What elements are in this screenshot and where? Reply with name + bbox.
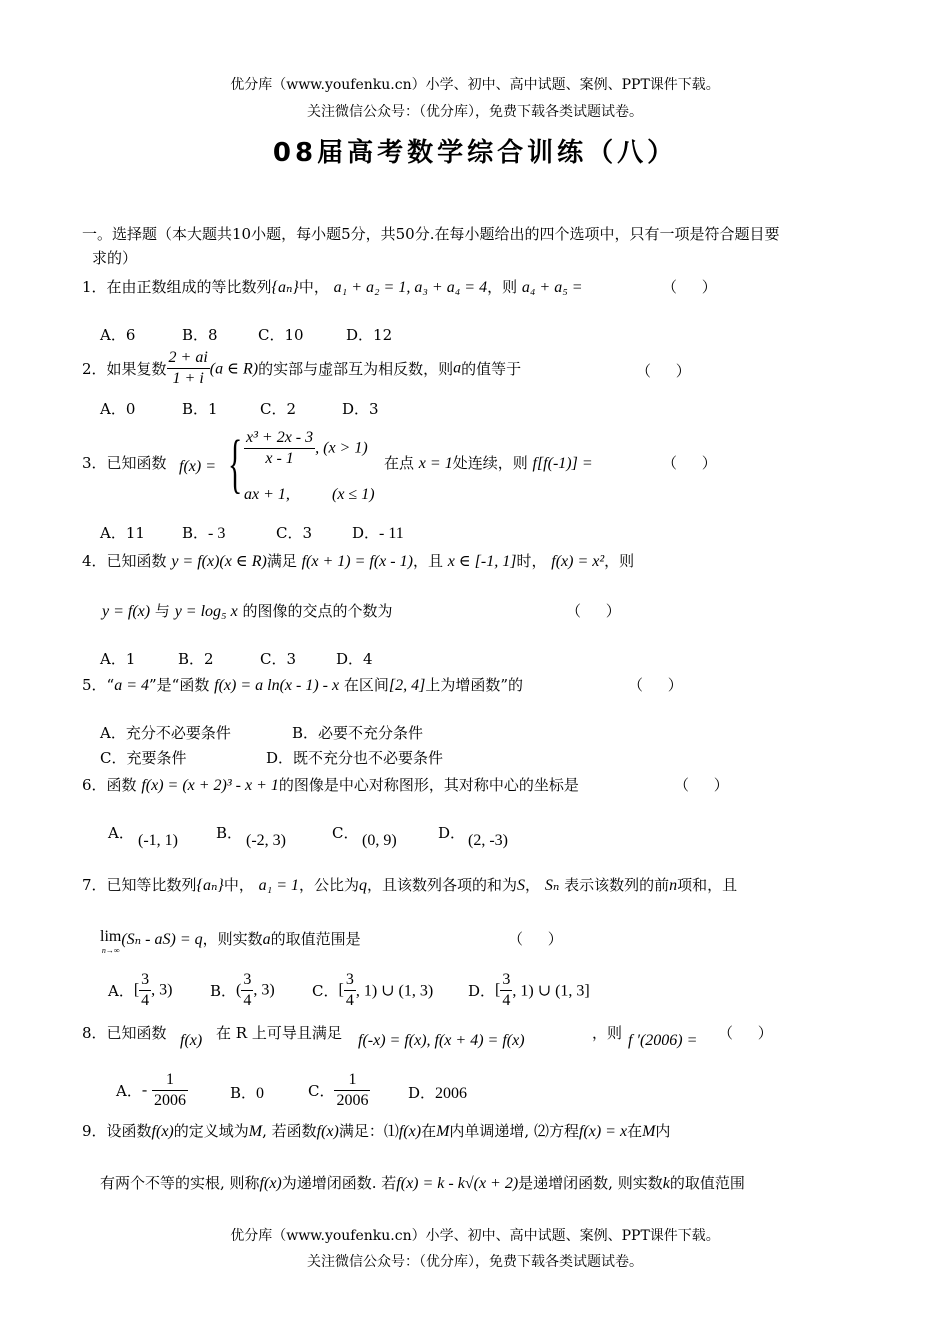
q7-option-d-num: 3 bbox=[500, 970, 512, 991]
q4-f4: f(x) = x² bbox=[551, 553, 605, 570]
q8-option-a-num: 1 bbox=[152, 1070, 188, 1091]
q6-option-a-value: (-1, 1) bbox=[138, 832, 178, 849]
question-1 bbox=[82, 276, 583, 297]
q2-option-a: A．0 bbox=[100, 400, 136, 418]
q4-f6: y = log₅ x bbox=[174, 603, 238, 620]
q3-text-1: 3．已知函数 bbox=[82, 454, 167, 472]
q8-option-b-label: B． bbox=[230, 1084, 257, 1102]
q9-text-2: 的定义域为 bbox=[173, 1122, 249, 1140]
q1-option-d: D．12 bbox=[346, 326, 393, 344]
q8-f2: f(-x) = f(x), f(x + 4) = f(x) bbox=[358, 1032, 525, 1049]
q7-lim-sub: n→∞ bbox=[101, 946, 120, 955]
q4-text-7: 的图像的交点的个数为 bbox=[242, 602, 393, 620]
q7-option-a-den: 4 bbox=[141, 992, 150, 1009]
question-2 bbox=[82, 348, 521, 389]
q7-option-b-pre: ( bbox=[236, 981, 242, 999]
q7-option-c bbox=[312, 970, 433, 1011]
q7-option-d-post: , 1) ∪ (1, 3] bbox=[512, 982, 590, 1000]
q2-option-d: D．3 bbox=[342, 400, 379, 418]
q7-text-1: 7．已知等比数列 bbox=[82, 876, 197, 894]
q7-text-8: ，则实数 bbox=[202, 930, 263, 948]
q4-f5: y = f(x) bbox=[102, 603, 151, 620]
q1-condition: a₁ + a₂ = 1, a₃ + a₄ = 4 bbox=[333, 279, 488, 296]
q7-text-2: 中， bbox=[223, 876, 254, 894]
q2-numerator: 2 + ai bbox=[167, 348, 210, 369]
q3-point: x = 1 bbox=[418, 455, 453, 472]
q9-text-6: 内单调递增, ⑵方程 bbox=[449, 1122, 579, 1140]
q8-answer-paren: （ ） bbox=[718, 1024, 783, 1042]
question-4-line-2 bbox=[102, 600, 393, 621]
q8-option-c-label: C． bbox=[308, 1082, 335, 1100]
q6-option-d-value: (2, -3) bbox=[468, 832, 508, 849]
q7-option-c-num: 3 bbox=[344, 970, 356, 991]
q5-text-3: 在区间 bbox=[343, 676, 389, 694]
q8-option-b-value: 0 bbox=[256, 1085, 265, 1102]
q7-sequence: {aₙ} bbox=[196, 877, 224, 894]
q9-k: k bbox=[662, 1175, 670, 1192]
q5-text-2: ”是“函数 bbox=[149, 676, 210, 694]
q8-option-b bbox=[230, 1082, 264, 1103]
q8-text-2: 在 R 上可导且满足 bbox=[216, 1024, 342, 1042]
q3-case1-numerator: x³ + 2x - 3 bbox=[244, 428, 315, 449]
q4-f2: f(x + 1) = f(x - 1) bbox=[301, 553, 413, 570]
q8-option-a bbox=[116, 1070, 188, 1111]
q7-option-a bbox=[108, 970, 173, 1011]
q5-option-b: B．必要不充分条件 bbox=[292, 724, 424, 742]
q3-option-b-value: - 3 bbox=[208, 525, 226, 542]
footer-line-1: 优分库（www.youfenku.cn）小学、初中、高中试题、案例、PPT课件下载。 bbox=[230, 1228, 720, 1244]
q7-option-a-label: A． bbox=[108, 982, 134, 1000]
q7-option-d-label: D． bbox=[468, 982, 496, 1000]
q9-text-10: 为递增闭函数. 若 bbox=[281, 1174, 397, 1192]
q9-m2: M bbox=[436, 1123, 450, 1140]
q8-option-c bbox=[308, 1070, 370, 1111]
q7-option-c-pre: [ bbox=[338, 981, 344, 999]
q1-option-a: A．6 bbox=[100, 326, 136, 344]
q5-option-c: C．充要条件 bbox=[100, 749, 187, 767]
q7-text-6: 表示该数列的前 bbox=[564, 876, 670, 894]
q9-f5: f(x) bbox=[259, 1175, 282, 1192]
q7-n: n bbox=[669, 877, 678, 894]
q3-text-3: 处连续，则 bbox=[452, 454, 528, 472]
question-7-line-1 bbox=[82, 874, 737, 895]
q1-option-b: B．8 bbox=[182, 326, 218, 344]
q7-option-b bbox=[210, 970, 275, 1011]
header-line-2: 关注微信公众号：（优分库），免费下载各类试题试卷。 bbox=[307, 104, 643, 120]
header-line-1: 优分库（www.youfenku.cn）小学、初中、高中试题、案例、PPT课件下载。 bbox=[230, 77, 720, 93]
q5-option-d: D．既不充分也不必要条件 bbox=[266, 749, 444, 767]
q5-text-4: 上为增函数”的 bbox=[425, 676, 524, 694]
q8-option-c-num: 1 bbox=[334, 1070, 370, 1091]
q3-brace: { bbox=[228, 427, 243, 500]
q7-option-d bbox=[468, 970, 590, 1011]
q7-text-4: ，且该数列各项的和为 bbox=[367, 876, 518, 894]
q9-text-11: 是递增闭函数, 则实数 bbox=[518, 1174, 663, 1192]
q4-text-5: ，则 bbox=[604, 552, 635, 570]
q7-option-d-fraction bbox=[500, 970, 512, 1011]
q6-option-a-label: A． bbox=[108, 824, 134, 842]
q7-f1: a₁ = 1 bbox=[258, 877, 299, 894]
question-9-line-1 bbox=[82, 1120, 670, 1141]
q1-option-c: C．10 bbox=[258, 326, 304, 344]
q8-option-a-sign: - bbox=[141, 1081, 148, 1099]
q4-option-d: D．4 bbox=[336, 650, 373, 668]
q7-option-a-fraction bbox=[139, 970, 151, 1011]
q7-option-c-fraction bbox=[344, 970, 356, 1011]
q2-option-c: C．2 bbox=[260, 400, 297, 418]
section-heading-line-1: 一。选择题（本大题共10小题，每小题5分，共50分.在每小题给出的四个选项中，只有一项是符合题目要 bbox=[82, 225, 780, 243]
q7-sn: Sₙ bbox=[544, 877, 560, 894]
q9-text-3: , 若函数 bbox=[262, 1122, 317, 1140]
q3-option-b bbox=[182, 522, 225, 543]
q9-f2: f(x) bbox=[316, 1123, 339, 1140]
q9-f4: f(x) = x bbox=[578, 1123, 628, 1140]
q8-option-a-fraction bbox=[152, 1070, 188, 1111]
q3-case1-condition: , (x > 1) bbox=[315, 439, 368, 457]
q7-option-c-label: C． bbox=[312, 982, 339, 1000]
question-7-line-2 bbox=[100, 928, 361, 956]
q5-f2: f(x) = a ln(x - 1) - x bbox=[214, 677, 340, 694]
q9-text-8: 内 bbox=[655, 1122, 671, 1140]
q4-text-3: ，且 bbox=[412, 552, 443, 570]
q2-answer-paren: （ ） bbox=[636, 362, 701, 380]
question-5 bbox=[82, 674, 523, 695]
q9-text-4: 满足：⑴ bbox=[338, 1122, 399, 1140]
q9-text-1: 9．设函数 bbox=[82, 1122, 152, 1140]
q9-text-12: 的取值范围 bbox=[669, 1174, 745, 1192]
q8-text-3: ，则 bbox=[592, 1024, 623, 1042]
q8-option-c-den: 2006 bbox=[336, 1092, 369, 1109]
q1-answer-paren: （ ） bbox=[662, 278, 727, 296]
q1-text-1: 1．在由正数组成的等比数列 bbox=[82, 278, 272, 296]
q2-text-2: 的实部与虚部互为相反数，则 bbox=[258, 360, 454, 378]
q8-f3: f ′(2006) = bbox=[628, 1032, 698, 1049]
q7-option-b-num: 3 bbox=[241, 970, 253, 991]
q3-answer-paren: （ ） bbox=[662, 454, 727, 472]
q9-m3: M bbox=[642, 1123, 656, 1140]
q6-option-c-label: C． bbox=[332, 824, 359, 842]
q7-option-b-fraction bbox=[241, 970, 253, 1011]
q3-case1-denominator: x - 1 bbox=[265, 450, 294, 467]
q3-option-a: A．11 bbox=[100, 524, 145, 542]
q5-answer-paren: （ ） bbox=[628, 676, 693, 694]
q7-text-5: ， bbox=[525, 876, 541, 894]
q5-f3: [2, 4] bbox=[388, 677, 426, 694]
q7-option-a-post: , 3) bbox=[151, 981, 173, 999]
q4-answer-paren: （ ） bbox=[566, 602, 631, 620]
q5-text-1: 5．“ bbox=[82, 676, 115, 694]
q7-option-c-post: , 1) ∪ (1, 3) bbox=[355, 982, 434, 1000]
q7-text-3: ，公比为 bbox=[298, 876, 359, 894]
q7-text-7: 项和，且 bbox=[677, 876, 738, 894]
q1-text-2: 中， bbox=[298, 278, 329, 296]
q4-option-c: C．3 bbox=[260, 650, 297, 668]
q9-m1: M bbox=[248, 1123, 263, 1140]
q2-text-1: 2．如果复数 bbox=[82, 360, 167, 378]
q6-f1: f(x) = (x + 2)³ - x + 1 bbox=[141, 777, 279, 794]
q8-f1: f(x) bbox=[180, 1032, 203, 1049]
q2-fraction bbox=[167, 348, 210, 389]
q5-option-a: A．充分不必要条件 bbox=[100, 724, 231, 742]
q6-text-1: 6．函数 bbox=[82, 776, 137, 794]
q3-option-b-label: B． bbox=[182, 524, 209, 542]
q7-lim: lim bbox=[100, 928, 122, 945]
q4-text-6: 与 bbox=[154, 602, 170, 620]
q7-option-b-label: B． bbox=[210, 982, 237, 1000]
section-heading-line-2: 求的） bbox=[92, 249, 138, 267]
q7-text-9: 的取值范围是 bbox=[270, 930, 361, 948]
q7-option-b-den: 4 bbox=[243, 992, 252, 1009]
q9-text-5: 在 bbox=[421, 1122, 437, 1140]
q7-option-a-num: 3 bbox=[139, 970, 151, 991]
q3-option-d bbox=[352, 522, 404, 543]
q9-f1: f(x) bbox=[151, 1123, 174, 1140]
q7-answer-paren: （ ） bbox=[508, 930, 573, 948]
q7-option-b-post: , 3) bbox=[253, 981, 275, 999]
q5-f1: a = 4 bbox=[114, 677, 150, 694]
q7-limit-expression: (Sₙ - aS) = q bbox=[121, 931, 203, 948]
q4-text-4: 时， bbox=[516, 552, 547, 570]
question-6 bbox=[82, 774, 579, 795]
q4-option-b: B．2 bbox=[178, 650, 214, 668]
q8-option-d-label: D． bbox=[408, 1084, 436, 1102]
q9-text-9: 有两个不等的实根, 则称 bbox=[100, 1174, 260, 1192]
q7-option-a-pre: [ bbox=[133, 981, 140, 999]
q8-option-d-value: 2006 bbox=[435, 1085, 468, 1102]
q8-option-a-label: A． bbox=[116, 1082, 142, 1100]
q8-option-d bbox=[408, 1082, 467, 1103]
q8-text-1: 8．已知函数 bbox=[82, 1024, 167, 1042]
q8-option-c-fraction bbox=[334, 1070, 370, 1111]
q3-function-label: f(x) = bbox=[179, 458, 216, 475]
q9-f6: f(x) = k - k√(x + 2) bbox=[396, 1175, 519, 1192]
q2-variable: a bbox=[453, 359, 462, 377]
q2-text-3: 的值等于 bbox=[461, 360, 522, 378]
q6-option-c-value: (0, 9) bbox=[362, 832, 397, 849]
q7-option-c-den: 4 bbox=[345, 992, 354, 1009]
q9-text-7: 在 bbox=[627, 1122, 643, 1140]
q3-case1-fraction bbox=[244, 428, 315, 469]
q1-expression: a₄ + a₅ = bbox=[521, 279, 583, 296]
q6-option-b-label: B． bbox=[216, 824, 243, 842]
q4-f1: y = f(x)(x ∈ R) bbox=[171, 553, 267, 570]
q6-option-d-label: D． bbox=[438, 824, 466, 842]
q3-option-d-label: D． bbox=[352, 524, 380, 542]
q7-q: q bbox=[359, 877, 367, 894]
q7-s: S bbox=[517, 877, 526, 894]
q3-option-d-value: - 11 bbox=[379, 525, 404, 542]
q4-option-a: A．1 bbox=[100, 650, 136, 668]
q4-text-2: 满足 bbox=[266, 552, 297, 570]
q7-option-d-den: 4 bbox=[502, 992, 511, 1009]
page-title: 08届高考数学综合训练（八） bbox=[272, 138, 678, 168]
q7-option-d-pre: [ bbox=[495, 981, 501, 999]
q1-text-3: ，则 bbox=[487, 278, 518, 296]
q4-text-1: 4．已知函数 bbox=[82, 552, 167, 570]
question-4-line-1 bbox=[82, 550, 634, 571]
q3-option-c: C．3 bbox=[276, 524, 313, 542]
q6-option-b-value: (-2, 3) bbox=[246, 832, 286, 849]
q3-case1 bbox=[244, 428, 368, 469]
q6-answer-paren: （ ） bbox=[674, 776, 739, 794]
q7-a: a bbox=[262, 931, 271, 948]
q3-expression: f[f(-1)] = bbox=[532, 455, 593, 472]
q2-denominator: 1 + i bbox=[172, 370, 204, 387]
q1-sequence: {aₙ} bbox=[271, 279, 299, 296]
q8-option-a-den: 2006 bbox=[153, 1092, 186, 1109]
q4-f3: x ∈ [-1, 1] bbox=[447, 553, 517, 570]
q2-option-b: B．1 bbox=[182, 400, 218, 418]
q3-text-2-group bbox=[384, 452, 593, 473]
q3-text-2: 在点 bbox=[384, 454, 415, 472]
q9-f3: f(x) bbox=[398, 1123, 422, 1140]
q6-text-2: 的图像是中心对称图形，其对称中心的坐标是 bbox=[278, 776, 579, 794]
q2-condition: (a ∈ R) bbox=[209, 360, 259, 378]
q3-case2: ax + 1, bbox=[244, 486, 290, 503]
footer-line-2: 关注微信公众号：（优分库），免费下载各类试题试卷。 bbox=[307, 1254, 643, 1270]
q7-limit bbox=[100, 928, 121, 956]
q3-case2-condition: (x ≤ 1) bbox=[332, 486, 375, 503]
question-9-line-2 bbox=[100, 1172, 745, 1193]
